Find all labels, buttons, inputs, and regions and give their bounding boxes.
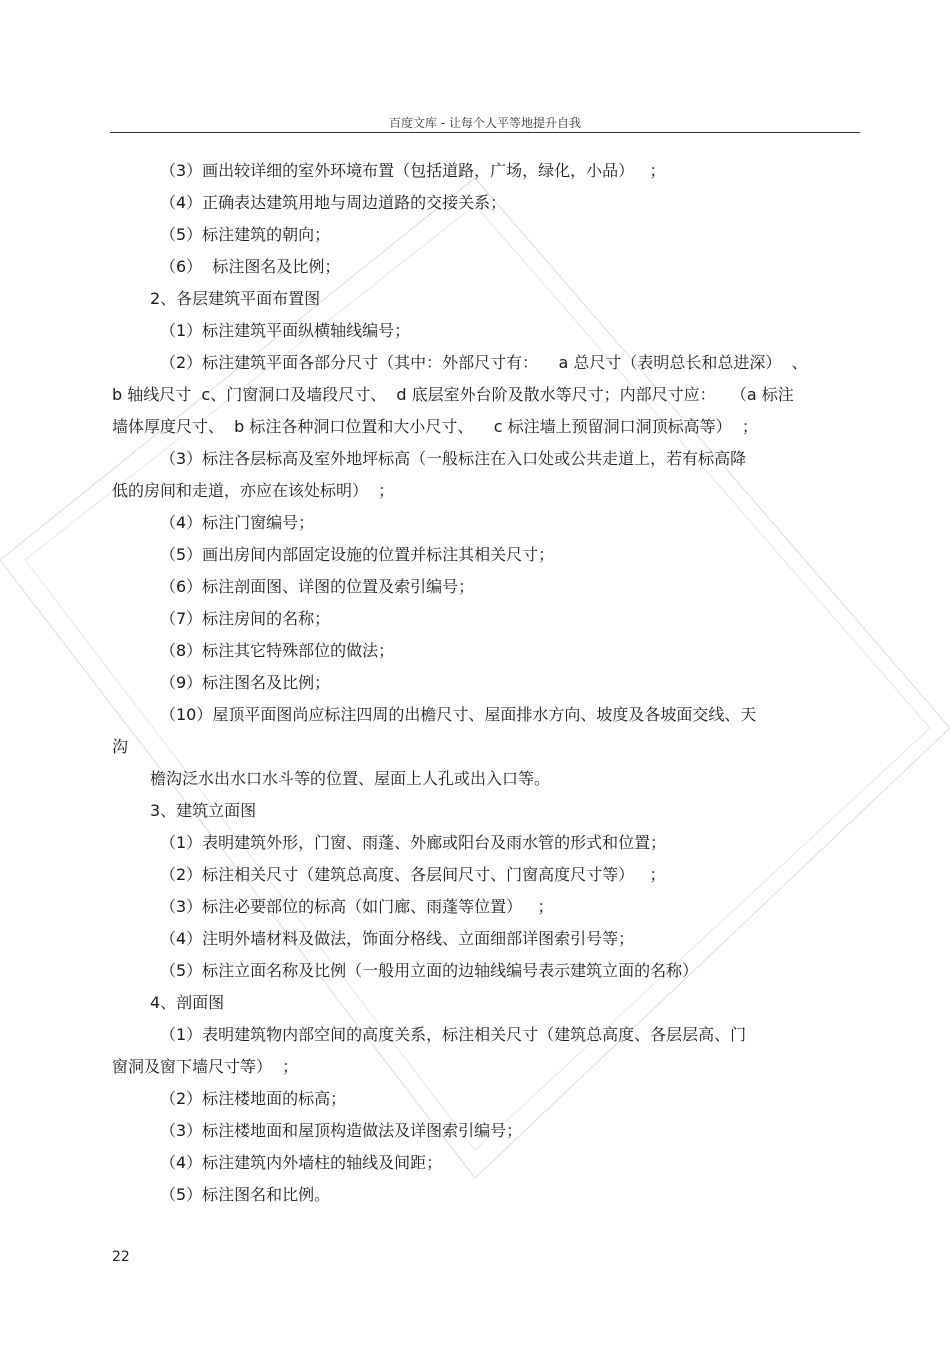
page-number: 22 <box>112 1249 130 1265</box>
text-line: （3）标注各层标高及室外地坪标高（一般标注在入口处或公共走道上，若有标高降 <box>160 449 747 468</box>
text-line: 窗洞及窗下墙尺寸等） ； <box>112 1057 299 1076</box>
text-line: （5）标注立面名称及比例（一般用立面的边轴线编号表示建筑立面的名称） <box>160 961 699 980</box>
section-heading: 4、剖面图 <box>150 993 225 1012</box>
text-line: （5）标注建筑的朝向； <box>160 225 331 244</box>
text-line: （6）标注剖面图、详图的位置及索引编号； <box>160 577 475 596</box>
text-line: （2）标注楼地面的标高； <box>160 1089 347 1108</box>
text-line: （4）标注建筑内外墙柱的轴线及间距； <box>160 1153 443 1172</box>
section-heading: 3、建筑立面图 <box>150 801 257 820</box>
text-line: （9）标注图名及比例； <box>160 673 331 692</box>
text-line: 低的房间和走道，亦应在该处标明） ； <box>112 481 395 500</box>
text-line: （7）标注房间的名称； <box>160 609 331 628</box>
text-line: （3）标注必要部位的标高（如门廊、雨蓬等位置） ； <box>160 897 554 916</box>
header-divider <box>110 132 860 133</box>
text-line: b 轴线尺寸 c、门窗洞口及墙段尺寸、 d 底层室外台阶及散水等尺寸；内部尺寸应： （a 标注 <box>112 385 794 404</box>
text-line: （1）标注建筑平面纵横轴线编号； <box>160 321 411 340</box>
text-line: （1）表明建筑外形，门窗、雨蓬、外廊或阳台及雨水管的形式和位置； <box>160 833 667 852</box>
text-line: （2）标注建筑平面各部分尺寸（其中：外部尺寸有： a 总尺寸（表明总长和总进深） 、 <box>160 353 808 372</box>
text-line: 沟 <box>112 737 129 756</box>
text-line: （8）标注其它特殊部位的做法； <box>160 641 395 660</box>
text-line: （4）注明外墙材料及做法，饰面分格线、立面细部详图索引号等； <box>160 929 635 948</box>
text-line: （3）画出较详细的室外环境布置（包括道路，广场，绿化，小品） ； <box>160 161 666 180</box>
text-line: （10）屋顶平面图尚应标注四周的出檐尺寸、屋面排水方向、坡度及各坡面交线、天 <box>160 705 757 724</box>
text-line: （1）表明建筑物内部空间的高度关系，标注相关尺寸（建筑总高度、各层层高、门 <box>160 1025 747 1044</box>
section-heading: 2、各层建筑平面布置图 <box>150 289 321 308</box>
text-line: （6） 标注图名及比例； <box>160 257 341 276</box>
text-line: （5）画出房间内部固定设施的位置并标注其相关尺寸； <box>160 545 555 564</box>
text-line: 檐沟泛水出水口水斗等的位置、屋面上人孔或出入口等。 <box>150 769 551 788</box>
document-body <box>112 155 862 1211</box>
text-line: （3）标注楼地面和屋顶构造做法及详图索引编号； <box>160 1121 523 1140</box>
page-header: 百度文库 - 让每个人平等地提升自我 <box>389 116 581 130</box>
text-line: （5）标注图名和比例。 <box>160 1185 331 1204</box>
text-line: 墙体厚度尺寸、 b 标注各种洞口位置和大小尺寸、 c 标注墙上预留洞口洞顶标高等） ； <box>112 417 758 436</box>
text-line: （4）标注门窗编号； <box>160 513 315 532</box>
text-line: （4）正确表达建筑用地与周边道路的交接关系； <box>160 193 507 212</box>
text-line: （2）标注相关尺寸（建筑总高度、各层间尺寸、门窗高度尺寸等） ； <box>160 865 666 884</box>
